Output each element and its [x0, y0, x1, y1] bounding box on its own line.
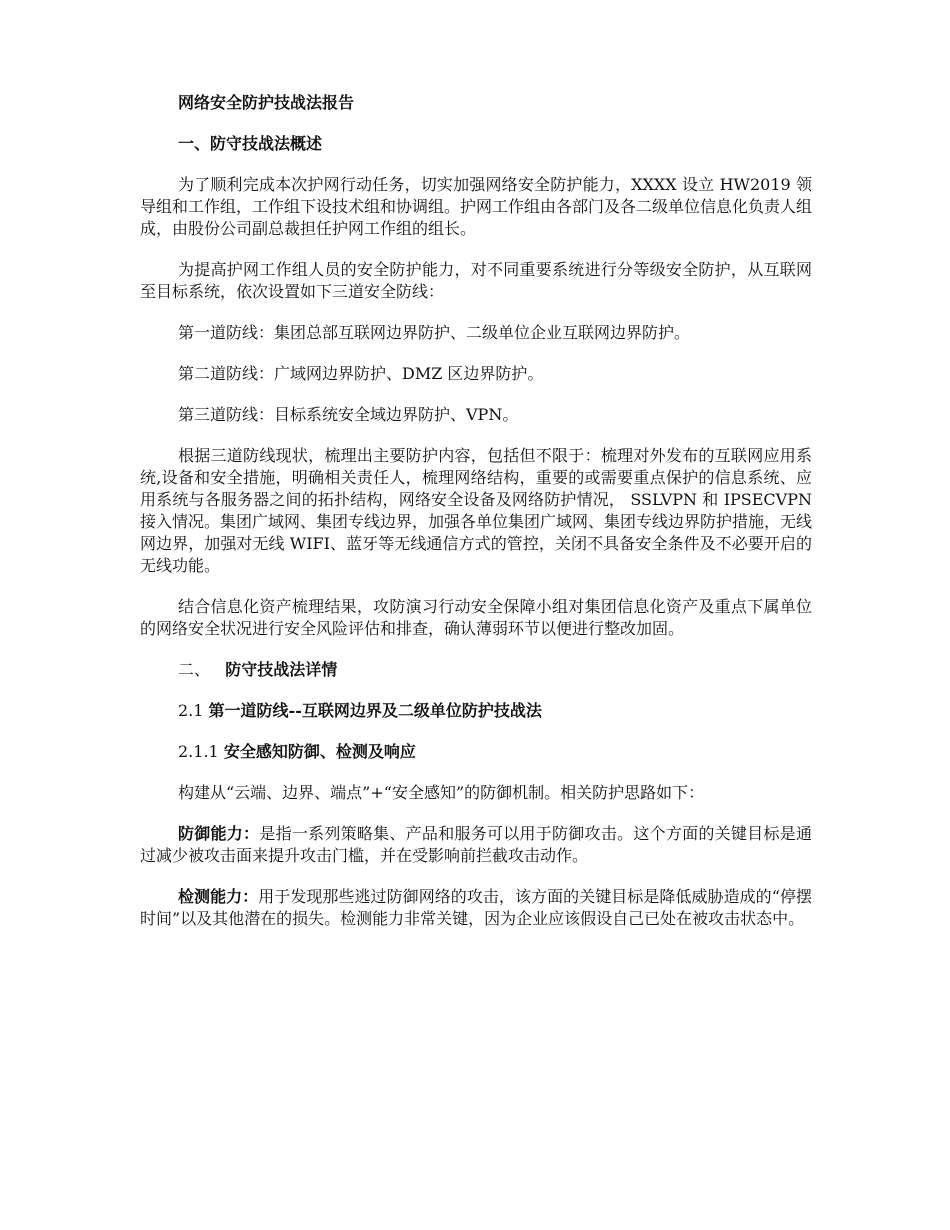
section-2-1-number: 2.1 [178, 701, 204, 720]
defense-capability-text: 是指一系列策略集、产品和服务可以用于防御攻击。这个方面的关键目标是通过减少被攻击面来提升攻击门槛，并在受影响前拦截攻击动作。 [140, 824, 812, 865]
section-2-number: 二、 [178, 660, 211, 679]
defense-line-3: 第三道防线：目标系统安全域边界防护、VPN。 [178, 405, 519, 424]
defense-line-1: 第一道防线：集团总部互联网边界防护、二级单位企业互联网边界防护。 [178, 323, 691, 342]
paragraph-2: 为提高护网工作组人员的安全防护能力，对不同重要系统进行分等级安全防护，从互联网至目标系统，依次设置如下三道安全防线： [140, 260, 812, 301]
section-2-1-1-title: 安全感知防御、检测及响应 [223, 742, 416, 761]
document-page [140, 92, 812, 949]
paragraph-5: 构建从“云端、边界、端点”+“安全感知”的防御机制。相关防护思路如下： [178, 783, 705, 802]
section-2-1-title: 第一道防线--互联网边界及二级单位防护技战法 [208, 701, 542, 720]
section-1-heading: 一、防守技战法概述 [178, 134, 323, 153]
detection-capability-label: 检测能力： [178, 887, 259, 906]
paragraph-4: 结合信息化资产梳理结果，攻防演习行动安全保障小组对集团信息化资产及重点下属单位的网络安全状况进行安全风险评估和排查，确认薄弱环节以便进行整改加固。 [140, 597, 812, 638]
section-2-title: 防守技战法详情 [225, 660, 338, 679]
section-2-1-heading [140, 700, 812, 722]
section-2-1-1-number: 2.1.1 [178, 742, 219, 761]
section-2-1-1-heading [140, 741, 812, 763]
paragraph-detection-capability [140, 886, 812, 930]
defense-capability-label: 防御能力： [178, 824, 260, 843]
paragraph-1: 为了顺利完成本次护网行动任务，切实加强网络安全防护能力，XXXX 设立 HW2019 领导组和工作组，工作组下设技术组和协调组。护网工作组由各部门及各二级单位信息化负责人组成，由股份公司副总裁担任护网工作组的组长。 [140, 175, 813, 238]
doc-title: 网络安全防护技战法报告 [178, 93, 355, 112]
detection-capability-text: 用于发现那些逃过防御网络的攻击，该方面的关键目标是降低威胁造成的“停摆时间”以及其他潜在的损失。检测能力非常关键，因为企业应该假设自己已处在被攻击状态中。 [140, 887, 812, 928]
paragraph-3: 根据三道防线现状，梳理出主要防护内容，包括但不限于：梳理对外发布的互联网应用系统,设备和安全措施，明确相关责任人，梳理网络结构，重要的或需要重点保护的信息系统、应用系统与各服务器之间的拓扑结构，网络安全设备及网络防护情况， SSLVPN 和 IPSECVPN 接入情况。集团广域网、集团专线边界，加强各单位集团广域网、集团专线边界防护措施，无线网边界，加强对无线 WIFI、蓝牙等无线通信方式的管控，关闭不具备安全条件及不必要开启的无线功能。 [140, 446, 813, 575]
defense-line-2: 第二道防线：广域网边界防护、DMZ 区边界防护。 [178, 364, 544, 383]
section-2-heading [140, 659, 812, 681]
paragraph-defense-capability [140, 823, 812, 867]
